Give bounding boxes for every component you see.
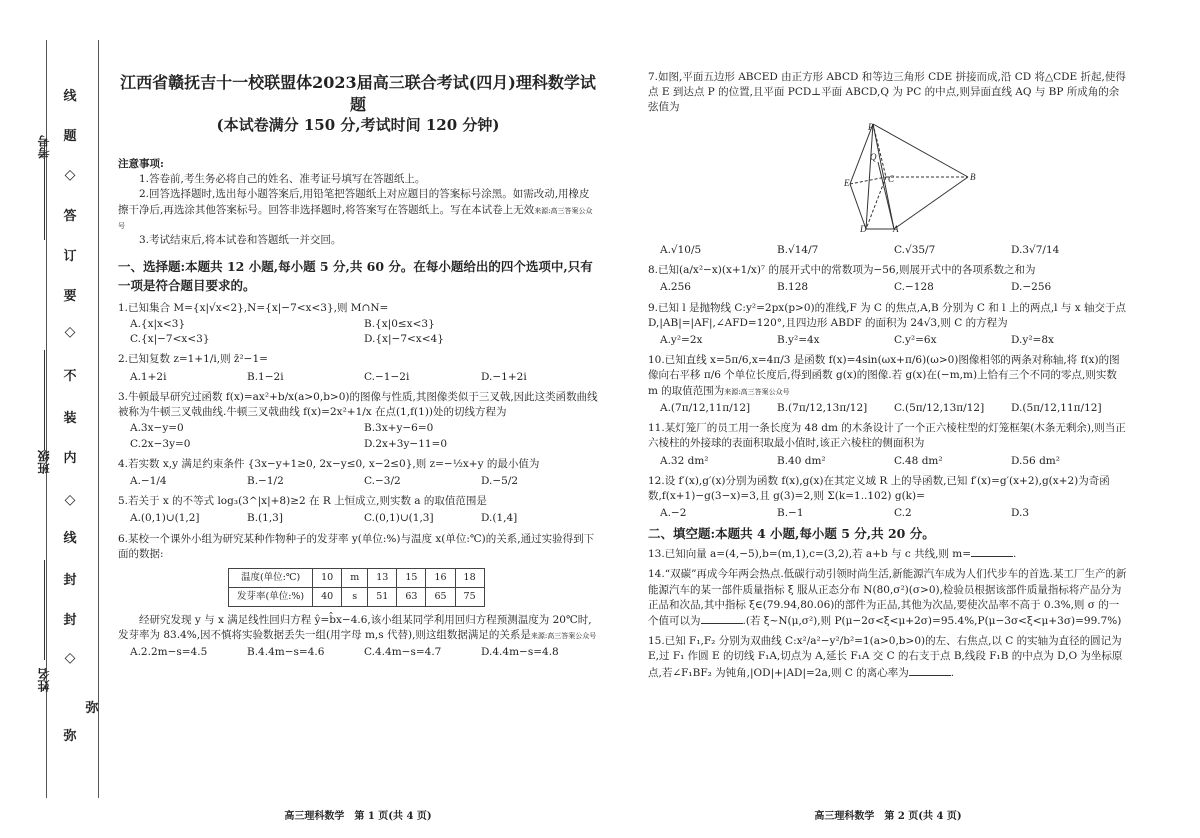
exam-no-underline bbox=[44, 140, 45, 240]
q15-answer-blank[interactable] bbox=[909, 665, 951, 676]
q12-option-c[interactable]: C.2 bbox=[894, 507, 912, 520]
q10-stem-text: 10.已知直线 x=5π/6,x=4π/3 是函数 f(x)=4sin(ωx+π/6)(ω>0)图像相邻的两条对称轴,将 f(x)的图像向右平移 π/6 个单位长度后,得到函数 g(x)的图像.若 g(x)在(−m,m)上恰有三个不同的零点,则实数 m 的取值范围为 bbox=[648, 354, 1120, 397]
q3-option-b[interactable]: B.3x+y−6=0 bbox=[364, 422, 434, 435]
q6-option-c[interactable]: C.4.4m−s=4.7 bbox=[364, 646, 442, 658]
table-row bbox=[229, 587, 485, 606]
q11-option-d[interactable]: D.56 dm² bbox=[1011, 454, 1060, 467]
figure-label: C bbox=[888, 173, 895, 184]
q2-stem: 2.已知复数 z=1+1/i,则 z̄²−1= bbox=[118, 353, 268, 366]
edge-ab bbox=[894, 177, 968, 229]
q13-stem: 13.已知向量 a=(4,−5),b=(m,1),c=(3,2),若 a+b 与 c 共线,则 m= bbox=[648, 548, 971, 561]
name-underline bbox=[44, 560, 45, 660]
seal-char: 封 bbox=[63, 573, 77, 588]
left-column bbox=[118, 72, 598, 660]
q6-stem: 6.某校一个课外小组为研究某种作物种子的发芽率 y(单位:%)与温度 x(单位:℃)的关系,通过实验得到下面的数据: bbox=[118, 532, 595, 560]
table-cell: 温度(单位:℃) bbox=[229, 569, 313, 588]
class-field[interactable] bbox=[36, 450, 53, 474]
footer-page-1: 高三理科数学 第 1 页(共 4 页) bbox=[284, 811, 432, 822]
table-cell: 15 bbox=[397, 569, 426, 588]
q10-stem bbox=[648, 353, 1128, 399]
seal-char: 装 bbox=[63, 411, 77, 426]
diamond-icon: ◇ bbox=[64, 167, 76, 183]
q3-stem: 3.牛顿最早研究过函数 f(x)=ax²+b/x(a>0,b>0)的图像与性质,其图像类似于三叉戟,因此这类函数曲线被称为牛顿三叉戟曲线.牛顿三叉戟曲线 f(x)=2x²+1/x 在点(1,f(1))处的切线方程为 bbox=[118, 390, 598, 419]
q9-stem: 9.已知 l 是抛物线 C:y²=2px(p>0)的准线,F 为 C 的焦点,A,B 分别为 C 和 l 上的两点,l 与 x 轴交于点 D,|AB|=|AF|,∠AFD=120°,且四边形 ABDF 的面积为 24√3,则 C 的方程为 bbox=[648, 301, 1126, 329]
edge-ec bbox=[850, 177, 886, 184]
table-cell: 18 bbox=[455, 569, 484, 588]
q11-option-b[interactable]: B.40 dm² bbox=[777, 454, 826, 467]
q7-option-b[interactable]: B.√14/7 bbox=[777, 243, 819, 256]
edge-ed bbox=[850, 184, 866, 229]
q5-option-d[interactable]: D.(1,4] bbox=[481, 512, 518, 525]
seal-char: 内 bbox=[63, 451, 77, 466]
q3-option-c[interactable]: C.2x−3y=0 bbox=[130, 437, 191, 450]
question-4 bbox=[118, 457, 598, 489]
q10-option-b[interactable]: B.(7π/12,13π/12] bbox=[777, 401, 868, 414]
seal-char: 弥 bbox=[85, 701, 99, 716]
table-row bbox=[229, 569, 485, 588]
q4-option-a[interactable]: A.−1/4 bbox=[130, 474, 167, 487]
seal-char: 不 bbox=[63, 369, 77, 384]
table-cell: 51 bbox=[368, 587, 397, 606]
q7-option-c[interactable]: C.√35/7 bbox=[894, 243, 936, 256]
q6-tail bbox=[118, 613, 598, 643]
question-6 bbox=[118, 532, 598, 661]
q4-option-d[interactable]: D.−5/2 bbox=[481, 474, 519, 487]
question-2 bbox=[118, 352, 598, 384]
notice-item-2 bbox=[118, 187, 598, 233]
q2-options bbox=[130, 370, 598, 385]
q11-options bbox=[660, 454, 1128, 469]
table-cell: 发芽率(单位:%) bbox=[229, 587, 313, 606]
question-7 bbox=[648, 70, 1128, 258]
notice-item-3: 3.考试结束后,将本试卷和答题纸一并交回。 bbox=[139, 234, 342, 247]
watermark-text: 来源:高三答案公众号 bbox=[530, 631, 597, 640]
question-10 bbox=[648, 353, 1128, 416]
seal-char: 答 bbox=[63, 209, 77, 224]
seal-char: 订 bbox=[63, 249, 77, 264]
seal-char: 封 bbox=[63, 613, 77, 628]
q9-option-c[interactable]: C.y²=6x bbox=[894, 333, 937, 346]
q13-answer-blank[interactable] bbox=[971, 546, 1013, 557]
q14-answer-blank[interactable] bbox=[701, 613, 743, 624]
q4-options bbox=[130, 474, 598, 489]
q3-options bbox=[130, 421, 598, 451]
q10-option-a[interactable]: A.(7π/12,11π/12] bbox=[660, 401, 751, 414]
q15-stem: 15.已知 F₁,F₂ 分别为双曲线 C:x²/a²−y²/b²=1(a>0,b>0)的左、右焦点,以 C 的实轴为直径的圆记为 E,过 F₁ 作圆 E 的切线 F₁A,切点为 A,延长 F₁A 交 C 的右支于点 B,线段 F₁B 的中点为 D,O 为坐标原点,若∠F₁BF₂ 为钝角,|OD|+|AD|=2a,则 C 的离心率为 bbox=[648, 635, 1123, 679]
figure-label: B bbox=[970, 171, 976, 182]
q8-options bbox=[660, 280, 1128, 295]
q3-option-a[interactable]: A.3x−y=0 bbox=[130, 422, 184, 435]
q6-option-a[interactable]: A.2.2m−s=4.5 bbox=[130, 646, 208, 658]
watermark-text: 来源:高三答案公众号 bbox=[118, 206, 593, 230]
binding-strip bbox=[0, 0, 108, 838]
q8-option-c[interactable]: C.−128 bbox=[894, 281, 934, 294]
footer-page-2: 高三理科数学 第 2 页(共 4 页) bbox=[814, 811, 962, 822]
notice-heading: 注意事项: bbox=[118, 157, 164, 170]
q1-option-a[interactable]: A.{x|x<3} bbox=[130, 317, 186, 330]
edge-aq bbox=[878, 162, 894, 229]
q4-option-b[interactable]: B.−1/2 bbox=[247, 474, 284, 487]
table-cell: 16 bbox=[426, 569, 455, 588]
q10-option-d[interactable]: D.(5π/12,11π/12] bbox=[1011, 401, 1102, 414]
q12-options bbox=[660, 506, 1128, 521]
question-8 bbox=[648, 263, 1128, 295]
figure-label: Q bbox=[870, 151, 877, 162]
q5-options bbox=[130, 511, 598, 526]
table-cell: s bbox=[342, 587, 368, 606]
q11-stem: 11.某灯笼厂的员工用一条长度为 48 dm 的木条设计了一个正六棱柱型的灯笼框架(木条无剩余),则当正六棱柱的外接球的表面积取最小值时,该正六棱柱的侧面积为 bbox=[648, 422, 1126, 450]
exam-subtitle: (本试卷满分 150 分,考试时间 120 分钟) bbox=[216, 116, 500, 135]
q7-options bbox=[660, 243, 1128, 258]
q10-option-c[interactable]: C.(5π/12,13π/12] bbox=[894, 401, 985, 414]
table-cell: 65 bbox=[426, 587, 455, 606]
table-cell: 10 bbox=[313, 569, 342, 588]
table-cell: 75 bbox=[455, 587, 484, 606]
exam-title: 江西省赣抚吉十一校联盟体2023届高三联合考试(四月)理科数学试题 bbox=[120, 73, 596, 114]
q9-options bbox=[660, 333, 1128, 348]
q8-option-d[interactable]: D.−256 bbox=[1011, 281, 1052, 294]
q6-option-b[interactable]: B.4.4m−s=4.6 bbox=[247, 646, 325, 658]
figure-label: D bbox=[860, 223, 867, 234]
q2-option-b[interactable]: B.1−2i bbox=[247, 370, 284, 383]
q14-tail: .(若 ξ~N(μ,σ²),则 P(μ−2σ<ξ<μ+2σ)=95.4%,P(μ−3σ<ξ<μ+3σ)=99.7%) bbox=[742, 615, 1122, 627]
q4-option-c[interactable]: C.−3/2 bbox=[364, 474, 401, 487]
question-11 bbox=[648, 421, 1128, 469]
q2-option-d[interactable]: D.−1+2i bbox=[481, 370, 527, 383]
table-cell: 63 bbox=[397, 587, 426, 606]
question-3 bbox=[118, 390, 598, 452]
figure-label: E bbox=[844, 177, 850, 188]
question-9 bbox=[648, 301, 1128, 349]
q12-option-b[interactable]: B.−1 bbox=[777, 507, 804, 520]
q5-stem: 5.若关于 x 的不等式 log₃(3^|x|+8)≥2 在 R 上恒成立,则实数 a 的取值范围是 bbox=[118, 495, 487, 508]
q12-option-d[interactable]: D.3 bbox=[1011, 507, 1030, 520]
right-column bbox=[648, 70, 1128, 681]
q14-stem: 14.“双碳”再成今年两会热点.低碳行动引领时尚生活,新能源汽车成为人们代步车的首选.某工厂生产的新能源汽车的某一部件质量指标 ξ 服从正态分布 N(80,σ²)(σ>0),检验员根据该部件质量指标将产品分为正品和次品,其中指标 ξ∈(79.94,80.06)的部件为正品,其他为次品,要使次品率不高于 0.3%,则 σ 的一个值可以为 bbox=[648, 568, 1127, 627]
name-label: 姓名 bbox=[37, 668, 51, 692]
table-cell: 13 bbox=[368, 569, 397, 588]
seal-char: 要 bbox=[63, 289, 77, 304]
q1-stem: 1.已知集合 M={x|√x<2},N={x|−7<x<3},则 M∩N= bbox=[118, 301, 389, 314]
q7-option-a[interactable]: A.√10/5 bbox=[660, 243, 702, 256]
q5-option-b[interactable]: B.(1,3] bbox=[247, 512, 283, 525]
question-14 bbox=[648, 567, 1128, 629]
table-cell: m bbox=[342, 569, 368, 588]
seal-char: 题 bbox=[63, 129, 77, 144]
seal-line-inner bbox=[98, 40, 99, 798]
seal-char: 线 bbox=[63, 531, 77, 546]
table-cell: 40 bbox=[313, 587, 342, 606]
q9-option-b[interactable]: B.y²=4x bbox=[777, 333, 820, 346]
q9-option-a[interactable]: A.y²=2x bbox=[660, 333, 703, 346]
q6-option-d[interactable]: D.4.4m−s=4.8 bbox=[481, 646, 559, 658]
q12-option-a[interactable]: A.−2 bbox=[660, 507, 687, 520]
q6-tail-text: 经研究发现 y 与 x 满足线性回归方程 ŷ=b̂x−4.6,该小组某同学利用回归方程预测温度为 20℃时,发芽率为 83.4%,因不慎将实验数据丢失一组(用字母 m,s 代替),则这组数据满足的关系是 bbox=[118, 613, 592, 641]
edge-pb bbox=[873, 124, 968, 177]
name-field[interactable] bbox=[36, 668, 53, 692]
question-15: 15.已知 F₁,F₂ 分别为双曲线 C:x²/a²−y²/b²=1(a>0,b>0)的左、右焦点,以 C 的实轴为直径的圆记为 E,过 F₁ 作圆 E 的切线 F₁A,切点为 A,延长 F₁A 交 C 的右支于点 B,线段 F₁B 的中点为 D,O 为坐标原点,若∠F₁BF₂ 为钝角,|OD|+|AD|=2a,则 C 的离心率为 . bbox=[648, 635, 1123, 679]
question-12 bbox=[648, 474, 1128, 522]
seal-char: 线 bbox=[63, 89, 77, 104]
q8-option-a[interactable]: A.256 bbox=[660, 281, 691, 294]
q9-option-d[interactable]: D.y²=8x bbox=[1011, 333, 1054, 346]
seal-char: 弥 bbox=[63, 729, 77, 744]
q2-option-a[interactable]: A.1+2i bbox=[130, 370, 167, 383]
q10-options bbox=[660, 401, 1128, 416]
q1-options bbox=[130, 317, 598, 347]
q7-option-d[interactable]: D.3√7/14 bbox=[1011, 243, 1060, 256]
question-13: 13.已知向量 a=(4,−5),b=(m,1),c=(3,2),若 a+b 与 c 共线,则 m= . bbox=[648, 548, 1017, 561]
q6-options bbox=[130, 645, 598, 660]
question-1 bbox=[118, 301, 598, 348]
q6-data-table bbox=[228, 568, 485, 607]
diamond-icon: ◇ bbox=[64, 492, 76, 508]
q4-stem: 4.若实数 x,y 满足约束条件 {3x−y+1≥0, 2x−y≤0, x−2≤0},则 z=−½x+y 的最小值为 bbox=[118, 457, 540, 470]
notice-item-1: 1.答卷前,考生务必将自己的姓名、准考证号填写在答题纸上。 bbox=[139, 173, 426, 186]
q3-option-d[interactable]: D.2x+3y−11=0 bbox=[364, 437, 448, 450]
class-underline bbox=[44, 350, 45, 450]
q5-option-c[interactable]: C.(0,1)∪(1,3] bbox=[364, 512, 434, 525]
notice-item-2-text: 2.回答选择题时,选出每小题答案后,用铅笔把答题纸上对应题目的答案标号涂黑。如需改动,用橡皮擦干净后,再选涂其他答案标号。回答非选择题时,将答案写在答题纸上。写在本试卷上无效 bbox=[118, 188, 590, 216]
q1-option-b[interactable]: B.{x|0≤x<3} bbox=[364, 317, 435, 330]
diamond-icon: ◇ bbox=[64, 650, 76, 666]
exam-no-label: 考号 bbox=[37, 135, 51, 159]
q8-option-b[interactable]: B.128 bbox=[777, 281, 809, 294]
question-5 bbox=[118, 494, 598, 526]
q12-stem: 12.设 f′(x),g′(x)分别为函数 f(x),g(x)在其定义域 R 上的导函数,已知 f′(x)=g′(x+2),g(x+2)为奇函数,f(x+1)−g(3−x)=3,且 g(3)=2,则 Σ(k=1..102) g(k)= bbox=[648, 474, 1110, 502]
diamond-icon: ◇ bbox=[64, 324, 76, 340]
figure-label: P bbox=[868, 121, 874, 132]
q1-option-c[interactable]: C.{x|−7<x<3} bbox=[130, 333, 210, 346]
q1-option-d[interactable]: D.{x|−7<x<4} bbox=[364, 333, 444, 346]
watermark-text: 来源:高三答案公众号 bbox=[724, 387, 790, 396]
q7-pyramid-figure bbox=[844, 121, 978, 234]
section1-heading: 一、选择题:本题共 12 小题,每小题 5 分,共 60 分。在每小题给出的四个选项中,只有一项是符合题目要求的。 bbox=[118, 259, 593, 293]
section2-heading: 二、填空题:本题共 4 小题,每小题 5 分,共 20 分。 bbox=[648, 526, 935, 542]
q11-option-c[interactable]: C.48 dm² bbox=[894, 454, 943, 467]
figure-label: A bbox=[893, 223, 899, 234]
q5-option-a[interactable]: A.(0,1)∪(1,2] bbox=[130, 512, 200, 525]
q11-option-a[interactable]: A.32 dm² bbox=[660, 454, 709, 467]
class-label: 班级 bbox=[37, 450, 51, 474]
q2-option-c[interactable]: C.−1−2i bbox=[364, 370, 410, 383]
q8-stem: 8.已知(a/x²−x)(x+1/x)⁷ 的展开式中的常数项为−56,则展开式中的各项系数之和为 bbox=[648, 264, 1036, 277]
q7-stem: 7.如图,平面五边形 ABCED 由正方形 ABCD 和等边三角形 CDE 拼接而成,沿 CD 将△CDE 折起,使得点 E 到达点 P 的位置,且平面 PCD⊥平面 ABCD,Q 为 PC 的中点,则异面直线 AQ 与 BP 所成角的余弦值为 bbox=[648, 71, 1126, 114]
